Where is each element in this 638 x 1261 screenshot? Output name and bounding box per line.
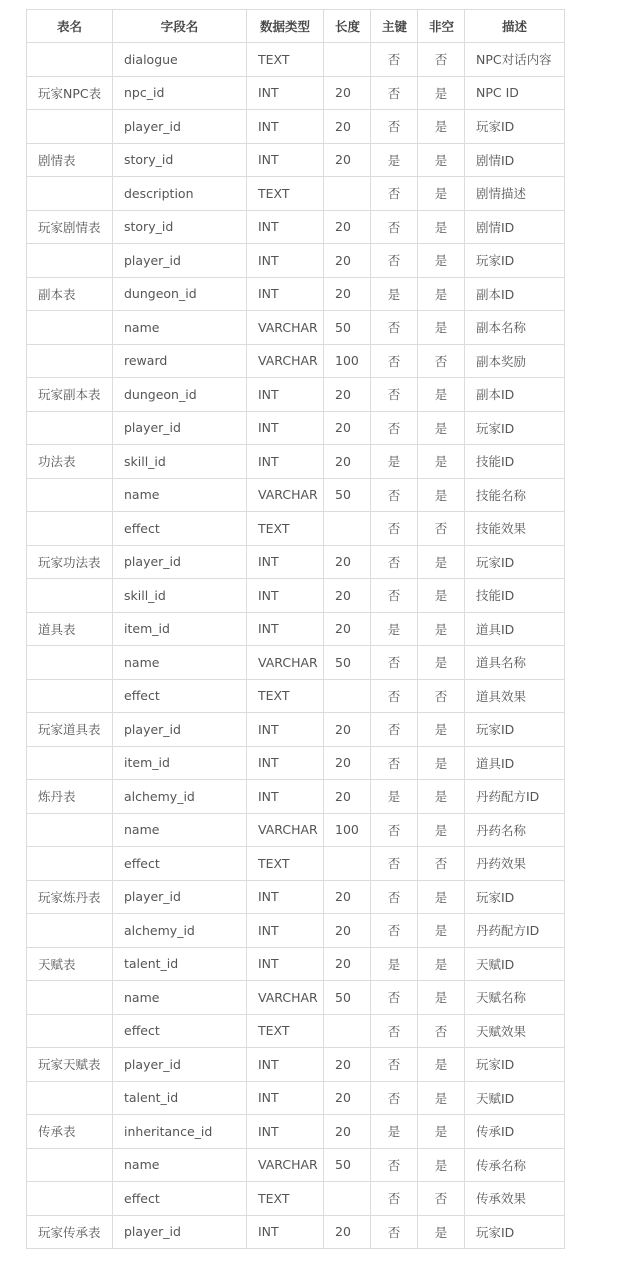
cell-table-name [27,1081,113,1115]
cell-primary-key: 否 [371,344,418,378]
cell-field-name: npc_id [113,76,247,110]
cell-not-null: 是 [418,947,465,981]
cell-data-type: INT [247,780,324,814]
table-row [27,1182,565,1216]
table-row [27,1115,565,1149]
cell-length: 20 [324,612,371,646]
cell-primary-key: 否 [371,847,418,881]
header-table-name: 表名 [27,10,113,43]
cell-not-null: 是 [418,1215,465,1249]
cell-field-name: item_id [113,746,247,780]
cell-not-null: 是 [418,1081,465,1115]
table-row [27,1215,565,1249]
cell-primary-key: 否 [371,411,418,445]
cell-primary-key: 否 [371,1182,418,1216]
cell-field-name: effect [113,847,247,881]
cell-not-null: 否 [418,1182,465,1216]
cell-not-null: 否 [418,1014,465,1048]
header-primary-key: 主键 [371,10,418,43]
cell-primary-key: 否 [371,210,418,244]
cell-table-name [27,244,113,278]
cell-table-name: 玩家剧情表 [27,210,113,244]
cell-data-type: TEXT [247,512,324,546]
cell-not-null: 是 [418,746,465,780]
cell-table-name [27,311,113,345]
cell-data-type: INT [247,210,324,244]
cell-field-name: talent_id [113,1081,247,1115]
cell-primary-key: 是 [371,947,418,981]
header-not-null: 非空 [418,10,465,43]
cell-not-null: 是 [418,311,465,345]
table-row [27,1081,565,1115]
table-row [27,445,565,479]
cell-description: 玩家ID [465,1048,565,1082]
table-row [27,713,565,747]
cell-data-type: VARCHAR [247,344,324,378]
table-row [27,780,565,814]
cell-table-name [27,344,113,378]
cell-description: 玩家ID [465,880,565,914]
cell-table-name: 传承表 [27,1115,113,1149]
cell-table-name: 炼丹表 [27,780,113,814]
cell-primary-key: 是 [371,780,418,814]
table-row [27,880,565,914]
cell-primary-key: 否 [371,76,418,110]
cell-primary-key: 否 [371,545,418,579]
table-header [27,10,565,43]
cell-data-type: INT [247,1215,324,1249]
cell-table-name: 道具表 [27,612,113,646]
cell-table-name [27,478,113,512]
cell-length: 20 [324,713,371,747]
cell-field-name: reward [113,344,247,378]
cell-not-null: 是 [418,981,465,1015]
cell-length: 20 [324,947,371,981]
cell-description: 副本ID [465,378,565,412]
header-field-name: 字段名 [113,10,247,43]
cell-primary-key: 否 [371,646,418,680]
cell-data-type: TEXT [247,679,324,713]
cell-length [324,43,371,77]
cell-description: 道具ID [465,612,565,646]
cell-table-name [27,177,113,211]
table-row [27,311,565,345]
cell-table-name: 功法表 [27,445,113,479]
cell-length: 20 [324,914,371,948]
cell-table-name: 玩家传承表 [27,1215,113,1249]
schema-table [26,9,565,1249]
cell-field-name: talent_id [113,947,247,981]
cell-description: 天赋名称 [465,981,565,1015]
cell-description: NPC ID [465,76,565,110]
table-row [27,244,565,278]
cell-table-name: 玩家NPC表 [27,76,113,110]
cell-length: 50 [324,1148,371,1182]
cell-length [324,679,371,713]
table-row [27,110,565,144]
cell-table-name [27,43,113,77]
cell-field-name: player_id [113,545,247,579]
cell-description: 天赋ID [465,947,565,981]
cell-not-null: 是 [418,1115,465,1149]
cell-field-name: story_id [113,143,247,177]
cell-description: 天赋效果 [465,1014,565,1048]
cell-length: 20 [324,780,371,814]
cell-field-name: story_id [113,210,247,244]
cell-not-null: 是 [418,780,465,814]
cell-not-null: 是 [418,1048,465,1082]
cell-not-null: 否 [418,344,465,378]
cell-description: 副本奖励 [465,344,565,378]
cell-length: 20 [324,1081,371,1115]
cell-field-name: name [113,478,247,512]
cell-data-type: TEXT [247,177,324,211]
cell-description: 道具效果 [465,679,565,713]
cell-length: 100 [324,344,371,378]
cell-description: 丹药名称 [465,813,565,847]
cell-length: 20 [324,545,371,579]
cell-not-null: 是 [418,545,465,579]
cell-length: 20 [324,277,371,311]
cell-description: 副本ID [465,277,565,311]
cell-primary-key: 否 [371,1048,418,1082]
table-row [27,378,565,412]
cell-table-name [27,411,113,445]
cell-primary-key: 否 [371,378,418,412]
cell-not-null: 是 [418,110,465,144]
cell-description: 玩家ID [465,1215,565,1249]
table-row [27,981,565,1015]
cell-data-type: TEXT [247,847,324,881]
table-row [27,612,565,646]
cell-description: 剧情ID [465,210,565,244]
cell-not-null: 是 [418,713,465,747]
cell-primary-key: 是 [371,612,418,646]
table-row [27,679,565,713]
cell-length: 50 [324,646,371,680]
cell-table-name: 天赋表 [27,947,113,981]
cell-not-null: 是 [418,277,465,311]
cell-field-name: dungeon_id [113,277,247,311]
cell-data-type: TEXT [247,43,324,77]
cell-table-name [27,1182,113,1216]
cell-length: 20 [324,880,371,914]
cell-primary-key: 否 [371,914,418,948]
table-row [27,177,565,211]
cell-description: 技能ID [465,579,565,613]
cell-primary-key: 否 [371,1215,418,1249]
cell-field-name: item_id [113,612,247,646]
table-row [27,478,565,512]
cell-length [324,512,371,546]
cell-field-name: skill_id [113,445,247,479]
cell-description: 丹药配方ID [465,780,565,814]
cell-primary-key: 否 [371,478,418,512]
cell-table-name [27,579,113,613]
cell-table-name [27,746,113,780]
cell-description: 玩家ID [465,545,565,579]
cell-primary-key: 是 [371,277,418,311]
cell-description: 剧情描述 [465,177,565,211]
cell-not-null: 是 [418,813,465,847]
cell-field-name: player_id [113,110,247,144]
cell-data-type: INT [247,880,324,914]
cell-description: 技能ID [465,445,565,479]
cell-description: 技能名称 [465,478,565,512]
header-row [27,10,565,43]
cell-primary-key: 否 [371,1014,418,1048]
cell-field-name: player_id [113,880,247,914]
header-length: 长度 [324,10,371,43]
table-row [27,76,565,110]
cell-not-null: 是 [418,478,465,512]
cell-not-null: 是 [418,143,465,177]
cell-length: 50 [324,478,371,512]
cell-table-name [27,813,113,847]
table-row [27,813,565,847]
cell-table-name [27,646,113,680]
cell-primary-key: 否 [371,981,418,1015]
cell-field-name: player_id [113,1048,247,1082]
cell-data-type: INT [247,612,324,646]
cell-field-name: effect [113,679,247,713]
cell-field-name: player_id [113,1215,247,1249]
table-row [27,512,565,546]
cell-data-type: VARCHAR [247,311,324,345]
cell-field-name: player_id [113,411,247,445]
cell-length [324,847,371,881]
cell-length: 20 [324,579,371,613]
cell-description: 玩家ID [465,244,565,278]
cell-length: 20 [324,378,371,412]
cell-description: 传承名称 [465,1148,565,1182]
cell-data-type: INT [247,1048,324,1082]
cell-not-null: 是 [418,378,465,412]
cell-length: 20 [324,76,371,110]
cell-not-null: 是 [418,177,465,211]
cell-field-name: effect [113,1014,247,1048]
cell-field-name: inheritance_id [113,1115,247,1149]
table-row [27,1014,565,1048]
cell-not-null: 是 [418,646,465,680]
cell-not-null: 是 [418,1148,465,1182]
cell-data-type: INT [247,378,324,412]
cell-table-name: 剧情表 [27,143,113,177]
cell-field-name: name [113,981,247,1015]
cell-data-type: VARCHAR [247,981,324,1015]
cell-not-null: 是 [418,579,465,613]
cell-table-name: 玩家天赋表 [27,1048,113,1082]
cell-field-name: player_id [113,244,247,278]
table-row [27,1148,565,1182]
cell-description: 副本名称 [465,311,565,345]
cell-description: 道具ID [465,746,565,780]
cell-description: 天赋ID [465,1081,565,1115]
cell-table-name [27,847,113,881]
cell-table-name [27,512,113,546]
cell-field-name: alchemy_id [113,914,247,948]
table-row [27,411,565,445]
header-data-type: 数据类型 [247,10,324,43]
cell-length: 20 [324,143,371,177]
cell-field-name: name [113,646,247,680]
cell-not-null: 否 [418,679,465,713]
cell-table-name [27,1014,113,1048]
cell-data-type: INT [247,947,324,981]
cell-primary-key: 否 [371,1148,418,1182]
cell-table-name [27,1148,113,1182]
cell-data-type: INT [247,1081,324,1115]
cell-not-null: 是 [418,244,465,278]
cell-description: 丹药效果 [465,847,565,881]
cell-primary-key: 否 [371,679,418,713]
cell-not-null: 是 [418,76,465,110]
cell-not-null: 否 [418,512,465,546]
cell-length: 20 [324,110,371,144]
table-row [27,947,565,981]
cell-not-null: 否 [418,847,465,881]
cell-primary-key: 否 [371,746,418,780]
cell-data-type: INT [247,76,324,110]
cell-data-type: INT [247,445,324,479]
cell-length: 20 [324,1215,371,1249]
cell-field-name: name [113,311,247,345]
cell-not-null: 是 [418,914,465,948]
cell-primary-key: 否 [371,579,418,613]
cell-primary-key: 否 [371,244,418,278]
cell-length [324,177,371,211]
cell-table-name: 玩家炼丹表 [27,880,113,914]
cell-description: 玩家ID [465,110,565,144]
cell-data-type: VARCHAR [247,478,324,512]
table-row [27,579,565,613]
cell-description: 传承ID [465,1115,565,1149]
cell-primary-key: 否 [371,177,418,211]
cell-data-type: INT [247,746,324,780]
cell-table-name: 玩家道具表 [27,713,113,747]
cell-field-name: name [113,1148,247,1182]
cell-length: 20 [324,210,371,244]
cell-description: 剧情ID [465,143,565,177]
table-row [27,143,565,177]
cell-table-name: 副本表 [27,277,113,311]
cell-field-name: skill_id [113,579,247,613]
table-row [27,847,565,881]
cell-data-type: INT [247,143,324,177]
cell-primary-key: 否 [371,311,418,345]
header-description: 描述 [465,10,565,43]
cell-data-type: INT [247,914,324,948]
cell-length: 20 [324,445,371,479]
cell-table-name [27,679,113,713]
cell-table-name: 玩家功法表 [27,545,113,579]
cell-primary-key: 否 [371,512,418,546]
cell-field-name: dialogue [113,43,247,77]
cell-data-type: INT [247,713,324,747]
cell-data-type: VARCHAR [247,1148,324,1182]
table-row [27,545,565,579]
cell-length: 100 [324,813,371,847]
cell-length [324,1182,371,1216]
table-row [27,914,565,948]
cell-length: 20 [324,244,371,278]
cell-length [324,1014,371,1048]
cell-primary-key: 否 [371,880,418,914]
cell-data-type: INT [247,579,324,613]
cell-data-type: VARCHAR [247,813,324,847]
cell-data-type: INT [247,1115,324,1149]
cell-description: 丹药配方ID [465,914,565,948]
cell-description: 玩家ID [465,713,565,747]
cell-description: NPC对话内容 [465,43,565,77]
cell-primary-key: 否 [371,1081,418,1115]
table-row [27,1048,565,1082]
table-row [27,746,565,780]
cell-length: 50 [324,981,371,1015]
cell-field-name: dungeon_id [113,378,247,412]
cell-not-null: 是 [418,880,465,914]
cell-length: 20 [324,411,371,445]
cell-description: 道具名称 [465,646,565,680]
cell-field-name: alchemy_id [113,780,247,814]
cell-primary-key: 是 [371,445,418,479]
table-row [27,344,565,378]
table-row [27,646,565,680]
cell-length: 20 [324,1115,371,1149]
cell-data-type: INT [247,545,324,579]
cell-not-null: 是 [418,445,465,479]
cell-description: 技能效果 [465,512,565,546]
table-row [27,43,565,77]
cell-table-name [27,914,113,948]
cell-primary-key: 是 [371,1115,418,1149]
cell-length: 50 [324,311,371,345]
cell-table-name [27,110,113,144]
cell-field-name: effect [113,512,247,546]
cell-primary-key: 是 [371,143,418,177]
cell-description: 传承效果 [465,1182,565,1216]
cell-data-type: INT [247,277,324,311]
cell-primary-key: 否 [371,813,418,847]
cell-field-name: name [113,813,247,847]
cell-description: 玩家ID [465,411,565,445]
cell-primary-key: 否 [371,110,418,144]
cell-data-type: INT [247,411,324,445]
cell-table-name: 玩家副本表 [27,378,113,412]
cell-length: 20 [324,746,371,780]
cell-length: 20 [324,1048,371,1082]
cell-field-name: effect [113,1182,247,1216]
cell-data-type: TEXT [247,1014,324,1048]
cell-primary-key: 否 [371,713,418,747]
table-body [27,43,565,1249]
cell-not-null: 否 [418,43,465,77]
cell-field-name: description [113,177,247,211]
cell-data-type: TEXT [247,1182,324,1216]
table-row [27,277,565,311]
table-row [27,210,565,244]
cell-data-type: INT [247,110,324,144]
cell-table-name [27,981,113,1015]
cell-primary-key: 否 [371,43,418,77]
cell-data-type: INT [247,244,324,278]
cell-not-null: 是 [418,411,465,445]
cell-data-type: VARCHAR [247,646,324,680]
cell-field-name: player_id [113,713,247,747]
cell-not-null: 是 [418,612,465,646]
cell-not-null: 是 [418,210,465,244]
